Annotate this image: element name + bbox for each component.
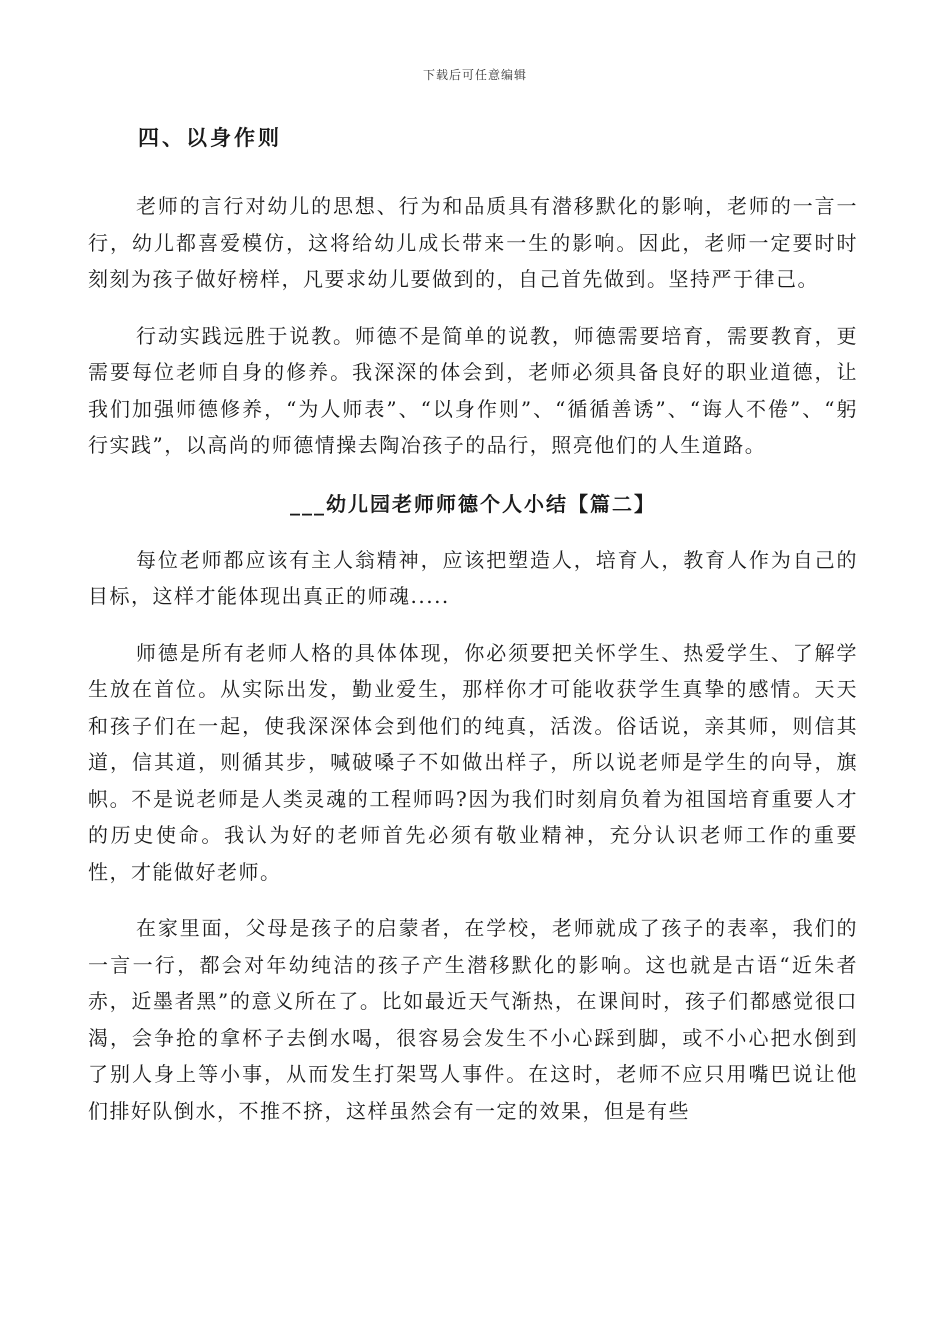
- article-paragraph-3: 在家里面，父母是孩子的启蒙者，在学校，老师就成了孩子的表率，我们的一言一行，都会对年幼纯洁的孩子产生潜移默化的影响。这也就是古语“近朱者赤，近墨者黑”的意义所在了。比如最近天气渐热，在课间时，孩子们都感觉很口渴，会争抢的拿杯子去倒水喝，很容易会发生不小心踩到脚，或不小心把水倒到了别人身上等小事，从而发生打架骂人事件。在这时，老师不应只用嘴巴说让他们排好队倒水，不推不挤，这样虽然会有一定的效果，但是有些: [88, 916, 858, 1123]
- section-paragraph-2: 行动实践远胜于说教。师德不是简单的说教，师德需要培育，需要教育，更需要每位老师自身的修养。我深深的体会到，老师必须具备良好的职业道德，让我们加强师德修养，“为人师表”、“以身作则”、“循循善诱”、“诲人不倦”、“躬行实践”，以高尚的师德情操去陶冶孩子的品行，照亮他们的人生道路。: [88, 323, 858, 457]
- page-header: 下载后可任意编辑: [422, 68, 527, 82]
- section-heading: 四、以身作则: [138, 125, 282, 150]
- article-paragraph-1: 每位老师都应该有主人翁精神，应该把塑造人，培育人，教育人作为自己的目标，这样才能体现出真正的师魂.....: [88, 547, 858, 608]
- section-paragraph-1: 老师的言行对幼儿的思想、行为和品质具有潜移默化的影响，老师的一言一行，幼儿都喜爱模仿，这将给幼儿成长带来一生的影响。因此，老师一定要时时刻刻为孩子做好榜样，凡要求幼儿要做到的，自己首先做到。坚持严于律己。: [88, 194, 858, 291]
- document-body: [88, 118, 858, 1149]
- article-paragraph-2: 师德是所有老师人格的具体体现，你必须要把关怀学生、热爱学生、了解学生放在首位。从实际出发，勤业爱生，那样你才可能收获学生真挚的感情。天天和孩子们在一起，使我深深体会到他们的纯真，活泼。俗话说，亲其师，则信其道，信其道，则循其步，喊破嗓子不如做出样子，所以说老师是学生的向导，旗帜。不是说老师是人类灵魂的工程师吗?因为我们时刻肩负着为祖国培育重要人才的历史使命。我认为好的老师首先必须有敬业精神，充分认识老师工作的重要性，才能做好老师。: [88, 640, 858, 884]
- article-title: ___幼儿园老师师德个人小结【篇二】: [290, 491, 656, 516]
